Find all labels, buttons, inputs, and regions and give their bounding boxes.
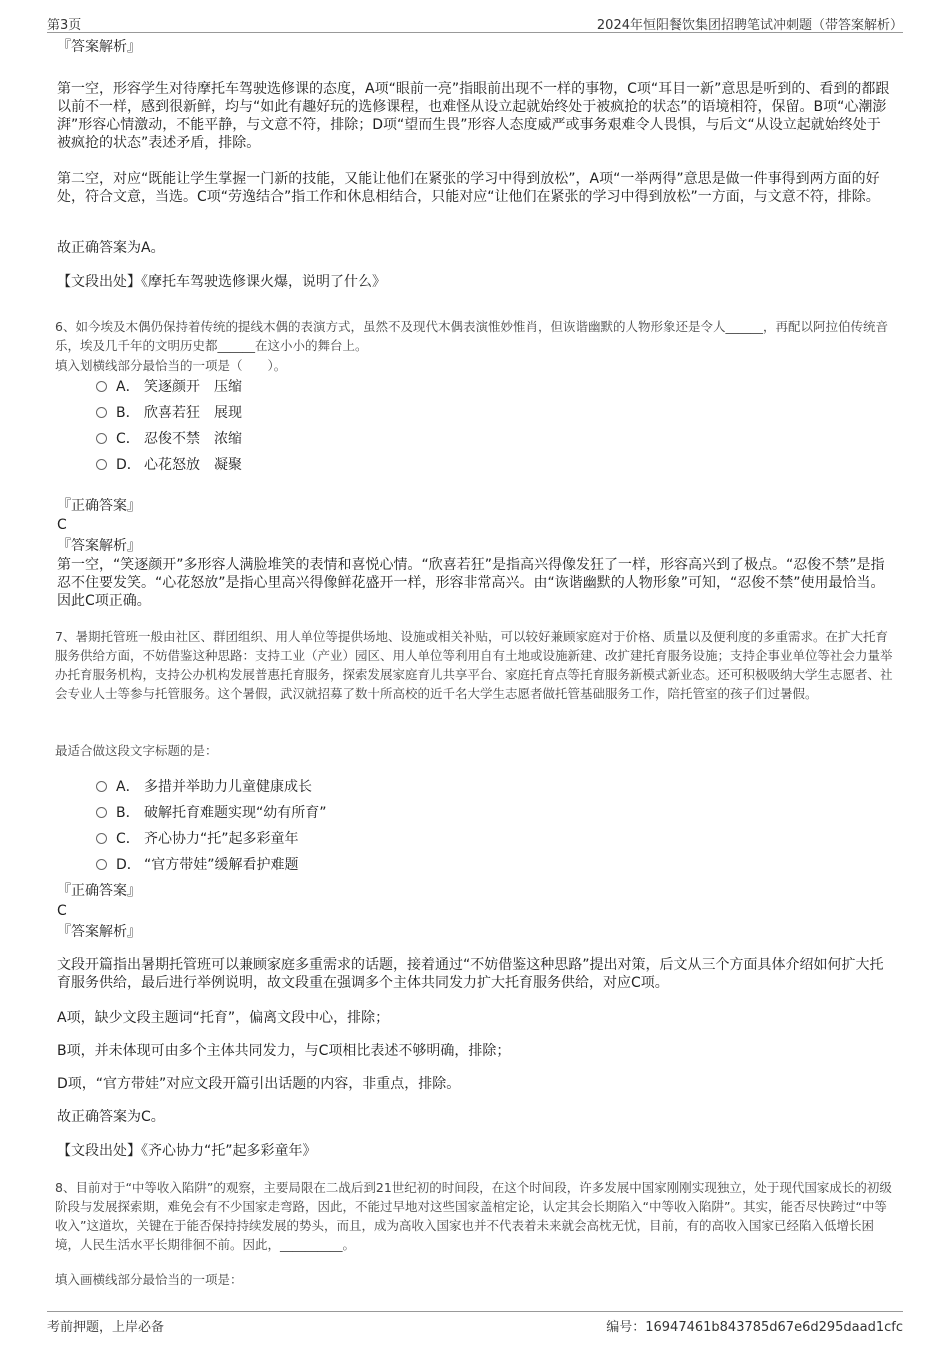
footer-slogan: 考前押题，上岸必备 [47,1320,165,1335]
q7-option-d[interactable] [96,855,299,875]
q6-prompt: 填入划横线部分最恰当的一项是（ ）。 [55,358,287,373]
option-key: A． [116,779,140,795]
option-text: 欣喜若狂 展现 [144,405,242,421]
q7-option-b[interactable] [96,803,327,823]
radio-button-icon[interactable] [96,433,107,444]
q7-prompt: 最适合做这段文字标题的是： [55,743,218,758]
option-text: 笑逐颜开 压缩 [144,379,242,395]
q5-analysis-para1: 第一空，形容学生对待摩托车驾驶选修课的态度，A项“眼前一亮”指眼前出现不一样的事物，C项“耳目一新”意思是听到的、看到的都跟以前不一样，感到很新鲜，均与“如此有趣好玩的选修课程，也难怪从设立起就始终处于被疯抢的状态”的语境相符，保留。B项“心潮澎湃”形容心情激动，不能平静，与文意不符，排除；D项“望而生畏”形容人态度威严或事务艰难令人畏惧，与后文“从设立起就始终处于被疯抢的状态”表述矛盾，排除。 [57,81,890,151]
radio-button-icon[interactable] [96,859,107,870]
q6-option-c[interactable] [96,429,242,449]
q6-answer: C [57,517,67,533]
option-text: 破解托育难题实现“幼有所育” [144,805,327,821]
option-key: D． [116,457,141,473]
option-text: “官方带娃”缓解看护难题 [144,857,299,873]
q8-prompt: 填入画横线部分最恰当的一项是： [55,1272,243,1287]
option-text: 心花怒放 凝聚 [144,457,242,473]
q8-stem: 8、目前对于“中等收入陷阱”的观察，主要局限在二战后到21世纪初的时间段，在这个时间段，许多发展中国家刚刚实现独立，处于现代国家成长的初级阶段与发展探索期，难免会有不少国家走弯路，因此，不能过早地对这些国家盖棺定论，认定其会长期陷入“中等收入陷阱”。其实，能否尽快跨过“中等收入”这道坎，关键在于能否保持持续发展的势头，而且，成为高收入国家也并不代表着未来就会高枕无忧，目前，有的高收入国家已经陷入低增长困境，人民生活水平长期徘徊不前。因此，__________。 [55,1180,892,1252]
q6-option-d[interactable] [96,455,242,475]
option-text: 忍俊不禁 浓缩 [144,431,242,447]
page-number: 第3页 [47,18,82,33]
option-key: D． [116,857,141,873]
radio-button-icon[interactable] [96,833,107,844]
document-serial: 编号：16947461b843785d67e6d295daad1cfc [606,1320,903,1335]
option-key: C． [116,431,140,447]
option-text: 多措并举助力儿童健康成长 [144,779,312,795]
q7-analysis-para1: 文段开篇指出暑期托管班可以兼顾家庭多重需求的话题，接着通过“不妨借鉴这种思路”提出对策，后文从三个方面具体介绍如何扩大托育服务供给，最后进行举例说明，故文段重在强调多个主体共同发力扩大托育服务供给，对应C项。 [57,957,884,991]
radio-button-icon[interactable] [96,807,107,818]
q7-answer-label: 『正确答案』 [57,883,141,899]
q5-analysis-para2: 第二空，对应“既能让学生掌握一门新的技能，又能让他们在紧张的学习中得到放松”，A项“一举两得”意思是做一件事得到两方面的好处，符合文意，当选。C项“劳逸结合”指工作和休息相结合，只能对应“让他们在紧张的学习中得到放松”一方面，与文意不符，排除。 [57,171,880,205]
page-footer [47,1311,903,1334]
q6-analysis: 第一空，“笑逐颜开”多形容人满脸堆笑的表情和喜悦心情。“欣喜若狂”是指高兴得像发狂了一样，形容高兴到了极点。“忍俊不禁”是指忍不住要发笑。“心花怒放”是指心里高兴得像鲜花盛开一样，形容非常高兴。由“诙谐幽默的人物形象”可知，“忍俊不禁”使用最恰当。因此C项正确。 [57,557,885,609]
q7-source: 【文段出处】《齐心协力“托”起多彩童年》 [57,1143,317,1159]
q7-option-c[interactable] [96,829,299,849]
radio-button-icon[interactable] [96,781,107,792]
option-key: C． [116,831,140,847]
radio-button-icon[interactable] [96,459,107,470]
q6-analysis-label: 『答案解析』 [57,538,141,554]
q7-analysis-label: 『答案解析』 [57,924,141,940]
document-title: 2024年恒阳餐饮集团招聘笔试冲刺题（带答案解析） [596,18,903,33]
option-key: B． [116,805,140,821]
q5-conclusion: 故正确答案为A。 [57,240,165,256]
option-text: 齐心协力“托”起多彩童年 [144,831,299,847]
q6-stem: 6、如今埃及木偶仍保持着传统的提线木偶的表演方式，虽然不及现代木偶表演惟妙惟肖，但诙谐幽默的人物形象还是令人______，再配以阿拉伯传统音乐，埃及几千年的文明历史都______在这小小的舞台上。 [55,319,888,353]
option-key: B． [116,405,140,421]
q5-source: 【文段出处】《摩托车驾驶选修课火爆，说明了什么》 [57,274,386,290]
radio-button-icon[interactable] [96,407,107,418]
q7-analysis-para3: B项，并未体现可由多个主体共同发力，与C项相比表述不够明确，排除； [57,1043,511,1059]
q7-conclusion: 故正确答案为C。 [57,1109,165,1125]
q7-analysis-para4: D项，“官方带娃”对应文段开篇引出话题的内容，非重点，排除。 [57,1076,461,1092]
q6-option-b[interactable] [96,403,242,423]
radio-button-icon[interactable] [96,381,107,392]
q6-option-a[interactable] [96,377,242,397]
q7-answer: C [57,903,67,919]
q5-analysis-label: 『答案解析』 [57,39,141,55]
q6-answer-label: 『正确答案』 [57,498,141,514]
option-key: A． [116,379,140,395]
q7-analysis-para2: A项，缺少文段主题词“托育”，偏离文段中心，排除； [57,1010,390,1026]
q7-stem: 7、暑期托管班一般由社区、群团组织、用人单位等提供场地、设施或相关补贴，可以较好兼顾家庭对于价格、质量以及便利度的多重需求。在扩大托育服务供给方面，不妨借鉴这种思路：支持工业（产业）园区、用人单位等利用自有土地或设施新建、改扩建托育服务设施；支持企事业单位等社会力量举办托育服务机构，支持公办机构发展普惠托育服务，探索发展家庭育儿共享平台、家庭托育点等托育服务新模式新业态。还可积极吸纳大学生志愿者、社会专业人士等参与托管服务。这个暑假，武汉就招募了数十所高校的近千名大学生志愿者做托管基础服务工作，陪托管室的孩子们过暑假。 [55,629,893,701]
page-header [47,12,903,33]
q7-option-a[interactable] [96,777,312,797]
